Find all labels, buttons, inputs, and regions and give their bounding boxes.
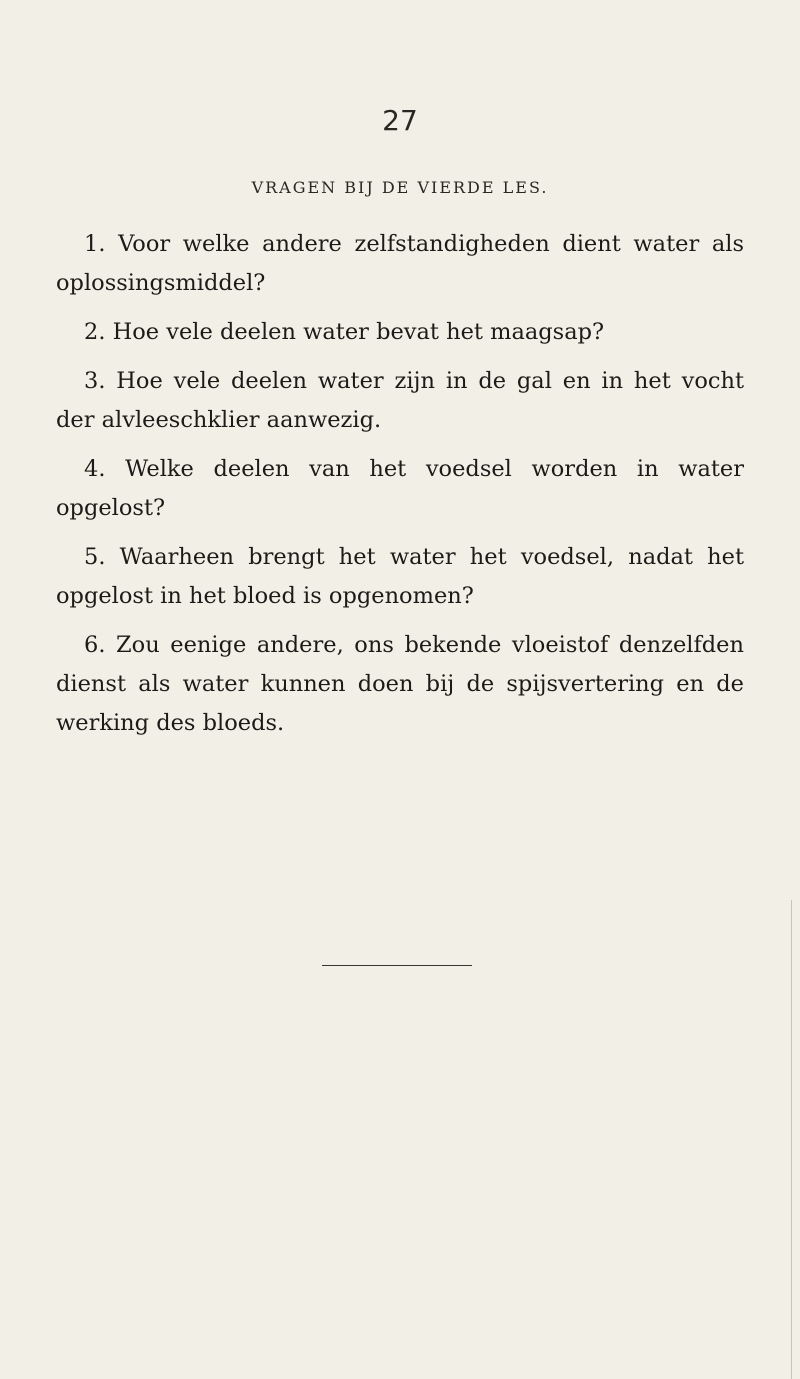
question-item: 3. Hoe vele deelen water zijn in de gal en in het vocht der alvleeschklier aanwezig. xyxy=(56,368,744,433)
question-item: 4. Welke deelen van het voedsel worden in water opgelost? xyxy=(56,456,744,521)
question-item: 1. Voor welke andere zelfstandigheden dient water als oplossingsmiddel? xyxy=(56,231,744,296)
end-rule-divider xyxy=(322,965,472,966)
page-edge-line xyxy=(791,900,792,1379)
question-list xyxy=(56,225,744,753)
question-item: 5. Waarheen brengt het water het voedsel, nadat het opgelost in het bloed is opgenomen? xyxy=(56,544,744,609)
section-heading: VRAGEN BIJ DE VIERDE LES. xyxy=(251,178,549,197)
question-item: 2. Hoe vele deelen water bevat het maagsap? xyxy=(84,319,605,345)
page-number: 27 xyxy=(382,104,418,137)
question-item: 6. Zou eenige andere, ons bekende vloeistof denzelfden dienst als water kunnen doen bij de spijsvertering en de werking des bloeds. xyxy=(56,632,744,736)
